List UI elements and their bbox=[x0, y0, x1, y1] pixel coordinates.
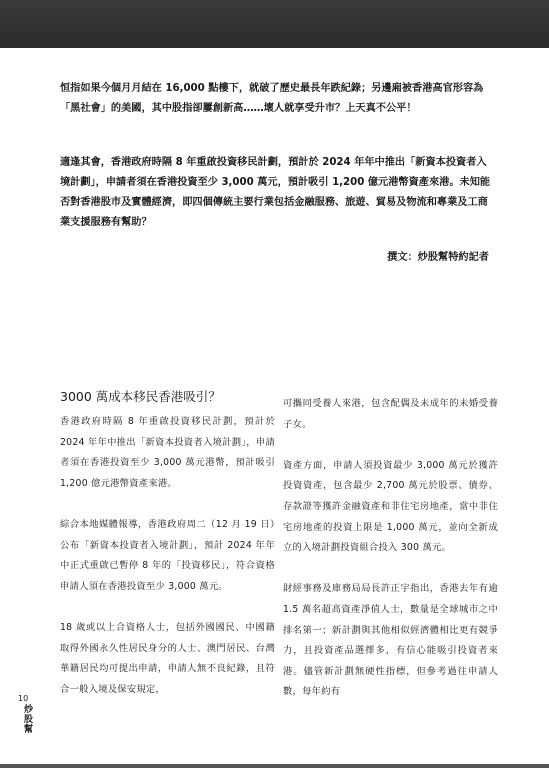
article-heading: 3000 萬成本移民香港吸引？ bbox=[60, 389, 221, 404]
body-paragraph: 香港政府時隔 8 年重啟投資移民計劃，預計於 2024 年年中推出「新資本投資者入境計劃」，申請者須在香港投資至少 3,000 萬元港幣，預計吸引 1,200 億元港幣資產來港。 bbox=[60, 416, 275, 489]
intro-paragraph-2: 適逢其會，香港政府時隔 8 年重啟投資移民計劃，預計於 2024 年年中推出「新資本投資者入境計劃」，申請者須在香港投資至少 3,000 萬元，預計吸引 1,200 億元港幣資產來港。未知能否對香港股市及實體經濟，即四個傳統主要行業包括金融服務、旅遊、貿易及物流和專業及工商業支援服務有幫助？ bbox=[60, 157, 491, 228]
bottom-rule bbox=[0, 764, 549, 768]
body-paragraph: 18 歲或以上合資格人士，包括外國國民、中國籍取得外國永久性居民身分的人士、澳門居民、台灣華籍居民均可提出申請，申請人無不良紀錄，且符合一般入境及保安規定， bbox=[60, 621, 275, 695]
body-paragraph: 綜合本地媒體報導，香港政府周二（12 月 19 日）公布「新資本投資者入境計劃」，預計 2024 年年中正式重啟已暫停 8 年的「投資移民」，符合資格申請人須在香港投資至少 3,000 萬元。 bbox=[60, 518, 275, 592]
intro-paragraph-1: 恒指如果今個月月結在 16,000 點樓下，就破了歷史最長年跌紀錄；另邊廂被香港高官形容為「黑社會」的美國，其中股指卻屢創新高……壞人就享受升市？上天真不公平！ bbox=[60, 83, 484, 114]
body-paragraph: 可攜同受養人來港，包含配偶及未成年的未婚受養子女。 bbox=[283, 398, 498, 430]
body-paragraph: 資產方面，申請人須投資最少 3,000 萬元於獲許投資資產，包含最少 2,700 萬元於股票、債券、存款證等獲許金融資產和非住宅房地產，當中非住宅房地產的投資上限是 1,000 萬元，並向全新成立的入境計劃投資組合投入 300 萬元。 bbox=[283, 459, 498, 554]
body-paragraph: 財經事務及庫務局局長許正宇指出，香港去年有逾 1.5 萬名超高資產淨值人士，數量是全球城市之中排名第一；新計劃與其他相似經濟體相比更有競爭力，且投資產品選擇多，有信心能吸引投資者來港。儘管新計劃無硬性指標，但參考過往申請人數，每年約有 bbox=[283, 583, 498, 698]
left-column bbox=[60, 412, 275, 700]
brand-logo-text: 炒股幫 bbox=[22, 704, 32, 734]
byline: 撰文：炒股幫特約記者 bbox=[387, 252, 489, 263]
right-column bbox=[283, 394, 498, 703]
top-banner bbox=[0, 0, 549, 48]
page-number: 10 bbox=[18, 694, 29, 703]
